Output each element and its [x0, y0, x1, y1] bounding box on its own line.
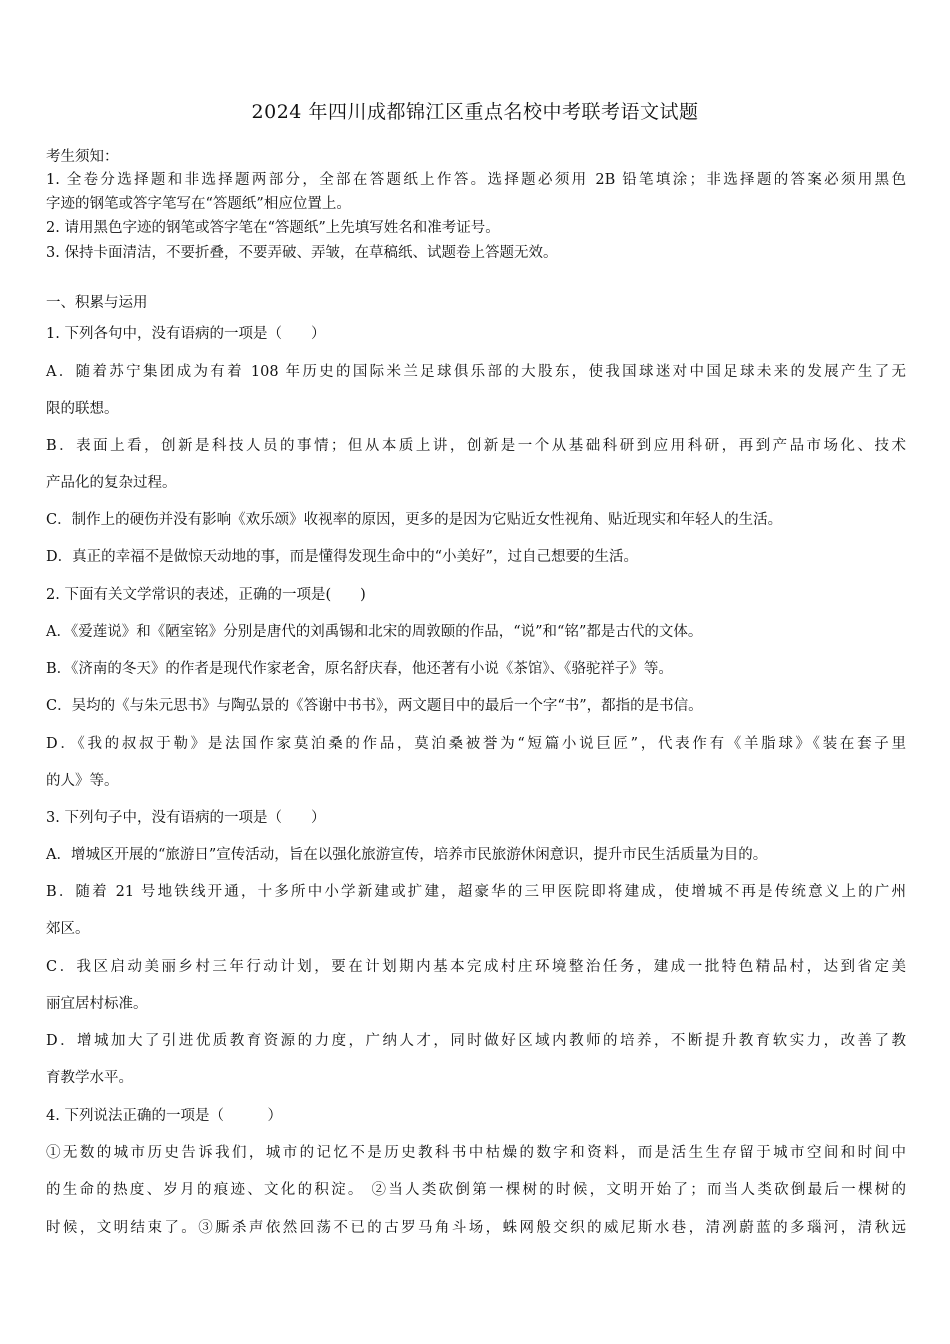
question-2-option-a: A．《爱莲说》和《陋室铭》分别是唐代的刘禹锡和北宋的周敦颐的作品，“说”和“铭”都是古代的文体。 — [46, 624, 703, 640]
question-3-option-a: A．增城区开展的“旅游日”宣传活动，旨在以强化旅游宣传，培养市民旅游休闲意识，提升市民生活质量为目的。 — [46, 847, 768, 863]
question-2-option-d: D．《我的叔叔于勒》是法国作家莫泊桑的作品，莫泊桑被誉为“短篇小说巨匠”，代表作有《羊脂球》《装在套子里 — [46, 736, 906, 752]
notice-heading: 考生须知： — [46, 149, 119, 165]
question-4-passage-line-3: 时候，文明结束了。③厮杀声依然回荡不已的古罗马角斗场，蛛网般交织的威尼斯水巷，清冽蔚蓝的多瑙河，清秋远 — [46, 1220, 906, 1236]
page-title: 2024 年四川成都锦江区重点名校中考联考语文试题 — [251, 101, 699, 123]
notice-item-1-cont: 字迹的钢笔或答字笔写在“答题纸”相应位置上。 — [46, 196, 351, 212]
question-2-stem: 2. 下面有关文学常识的表述，正确的一项是( ) — [46, 587, 366, 603]
question-1-option-a-cont: 限的联想。 — [46, 401, 119, 417]
question-4-stem: 4. 下列说法正确的一项是（ ） — [46, 1108, 282, 1124]
question-3-option-d: D．增城加大了引进优质教育资源的力度，广纳人才，同时做好区域内教师的培养，不断提升教育软实力，改善了教 — [46, 1033, 906, 1049]
question-2-option-c: C．吴均的《与朱元思书》与陶弘景的《答谢中书书》，两文题目中的最后一个字“书”，都指的是书信。 — [46, 698, 703, 714]
question-4-passage-line-1: ①无数的城市历史告诉我们，城市的记忆不是历史教科书中枯燥的数字和资料，而是活生生存留于城市空间和时间中 — [46, 1145, 906, 1161]
question-1-option-b: B．表面上看，创新是科技人员的事情；但从本质上讲，创新是一个从基础科研到应用科研，再到产品市场化、技术 — [46, 438, 906, 454]
notice-item-1: 1. 全卷分选择题和非选择题两部分，全部在答题纸上作答。选择题必须用 2B 铅笔填涂；非选择题的答案必须用黑色 — [46, 172, 906, 188]
question-1-stem: 1. 下列各句中，没有语病的一项是（ ） — [46, 326, 326, 342]
question-4-passage-line-2: 的生命的热度、岁月的痕迹、文化的积淀。 ②当人类砍倒第一棵树的时候，文明开始了；而当人类砍倒最后一棵树的 — [46, 1182, 906, 1198]
question-3-option-c: C．我区启动美丽乡村三年行动计划，要在计划期内基本完成村庄环境整治任务，建成一批特色精品村，达到省定美 — [46, 959, 906, 975]
question-3-option-b: B．随着 21 号地铁线开通，十多所中小学新建或扩建，超豪华的三甲医院即将建成，使增城不再是传统意义上的广州 — [46, 884, 906, 900]
question-3-option-c-cont: 丽宜居村标准。 — [46, 996, 148, 1012]
section-heading: 一、积累与运用 — [46, 295, 148, 311]
notice-item-3: 3. 保持卡面清洁，不要折叠，不要弄破、弄皱，在草稿纸、试题卷上答题无效。 — [46, 245, 558, 261]
question-2-option-d-cont: 的人》等。 — [46, 773, 119, 789]
question-3-option-d-cont: 育教学水平。 — [46, 1070, 133, 1086]
question-2-option-b: B．《济南的冬天》的作者是现代作家老舍，原名舒庆春，他还著有小说《茶馆》、《骆驼祥子》等。 — [46, 661, 673, 677]
question-3-option-b-cont: 郊区。 — [46, 921, 90, 937]
question-1-option-a: A．随着苏宁集团成为有着 108 年历史的国际米兰足球俱乐部的大股东，使我国球迷对中国足球未来的发展产生了无 — [46, 364, 906, 380]
question-1-option-c: C．制作上的硬伤并没有影响《欢乐颂》收视率的原因，更多的是因为它贴近女性视角、贴近现实和年轻人的生活。 — [46, 512, 783, 528]
question-1-option-d: D．真正的幸福不是做惊天动地的事，而是懂得发现生命中的“小美好”，过自己想要的生活。 — [46, 549, 638, 565]
notice-item-2: 2. 请用黑色字迹的钢笔或答字笔在“答题纸”上先填写姓名和准考证号。 — [46, 220, 500, 236]
question-3-stem: 3. 下列句子中，没有语病的一项是（ ） — [46, 810, 326, 826]
question-1-option-b-cont: 产品化的复杂过程。 — [46, 475, 177, 491]
